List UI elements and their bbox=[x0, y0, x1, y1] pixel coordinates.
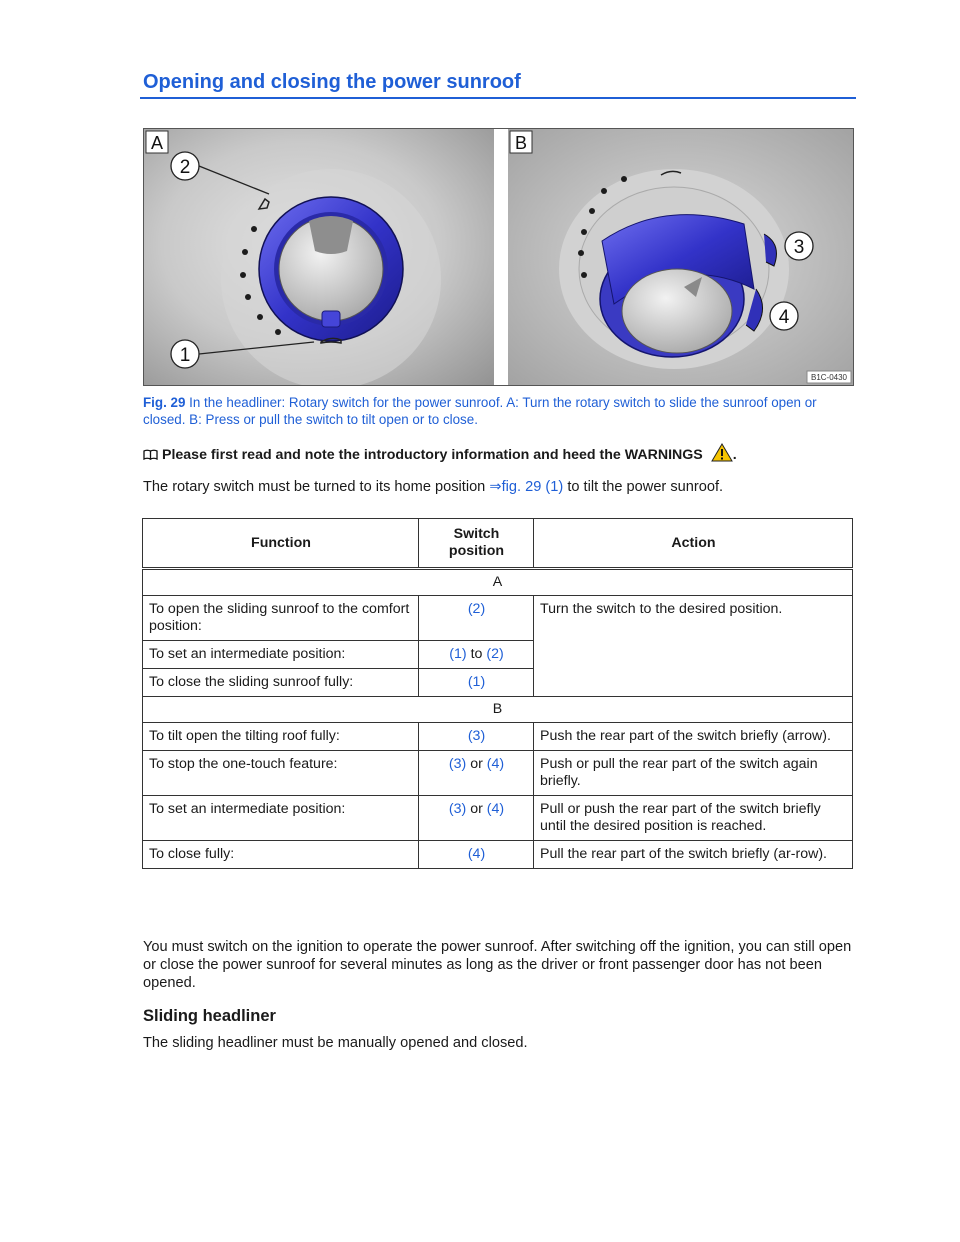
figure-illustration bbox=[144, 129, 853, 385]
svg-text:2: 2 bbox=[179, 157, 191, 178]
position-link[interactable]: (1) bbox=[467, 674, 486, 690]
position-link[interactable]: (4) bbox=[486, 756, 505, 772]
title-rule bbox=[140, 97, 856, 99]
book-icon bbox=[143, 449, 158, 460]
panel-a-label: A bbox=[150, 133, 164, 153]
position-link[interactable]: (3) bbox=[448, 801, 467, 817]
position-link[interactable]: (4) bbox=[486, 801, 505, 817]
figure-link[interactable]: ⇒fig. 29 (1) bbox=[489, 479, 564, 495]
header-action: Action bbox=[534, 519, 853, 569]
figure-sunroof-switch bbox=[143, 128, 854, 386]
table-row: To close fully: (4) Pull the rear part of the switch briefly (ar-row). bbox=[143, 841, 853, 869]
callout-3 bbox=[785, 232, 813, 260]
svg-text:3: 3 bbox=[793, 237, 805, 258]
panel-b-label: B bbox=[514, 133, 528, 153]
table-row: To stop the one-touch feature: (3) or (4) Push or pull the rear part of the switch again briefly. bbox=[143, 751, 853, 796]
position-link[interactable]: (3) bbox=[467, 728, 486, 744]
svg-text:4: 4 bbox=[778, 307, 790, 328]
figure-ref: Fig. 29 bbox=[143, 395, 186, 410]
home-position-text bbox=[143, 478, 723, 495]
header-function: Function bbox=[143, 519, 419, 569]
table-row: To set an intermediate position: (1) to (2) bbox=[143, 641, 853, 669]
position-link[interactable]: (2) bbox=[467, 601, 486, 617]
intro-note bbox=[143, 443, 737, 463]
intro-end: . bbox=[732, 447, 737, 463]
position-link[interactable]: (4) bbox=[467, 846, 486, 862]
function-table bbox=[142, 518, 853, 869]
sliding-headliner-text: The sliding headliner must be manually opened and closed. bbox=[143, 1035, 528, 1051]
table-header-row bbox=[143, 519, 853, 569]
figure-caption-text: In the headliner: Rotary switch for the power sunroof. A: Turn the rotary switch to slide the sunroof open or closed. B: Press or pull the switch to tilt open or to close. bbox=[143, 395, 817, 427]
section-row-a: A bbox=[143, 569, 853, 596]
header-switch-position: Switch position bbox=[419, 519, 534, 569]
table-row: To tilt open the tilting roof fully: (3) Push the rear part of the switch briefly (arrow). bbox=[143, 723, 853, 751]
table-row: To open the sliding sunroof to the comfort position: (2) Turn the switch to the desired position. bbox=[143, 596, 853, 641]
table-row: To set an intermediate position: (3) or (4) Pull or push the rear part of the switch briefly until the desired position is reached. bbox=[143, 796, 853, 841]
intro-text: Please first read and note the introductory information and heed the WARNINGS bbox=[162, 447, 703, 463]
position-link[interactable]: (2) bbox=[486, 646, 504, 662]
sliding-headliner-heading: Sliding headliner bbox=[143, 1007, 276, 1025]
page-title: Opening and closing the power sunroof bbox=[143, 71, 521, 93]
figure-code: B1C-0430 bbox=[810, 373, 848, 382]
table-row: To close the sliding sunroof fully: (1) bbox=[143, 669, 853, 697]
home-position-before: The rotary switch must be turned to its home position bbox=[143, 479, 486, 495]
callout-4 bbox=[770, 302, 798, 330]
warning-triangle-icon bbox=[711, 443, 733, 462]
home-position-after: to tilt the power sunroof. bbox=[567, 479, 724, 495]
svg-text:1: 1 bbox=[179, 345, 191, 366]
figure-caption bbox=[143, 394, 843, 428]
ignition-paragraph: You must switch on the ignition to operate the power sunroof. After switching off the ignition, you can still open or close the power sunroof for several minutes as long as the driver or front passenger door has not been opened. bbox=[143, 939, 852, 991]
section-row-b: B bbox=[143, 697, 853, 723]
position-link[interactable]: (3) bbox=[448, 756, 467, 772]
position-link[interactable]: (1) bbox=[449, 646, 467, 662]
